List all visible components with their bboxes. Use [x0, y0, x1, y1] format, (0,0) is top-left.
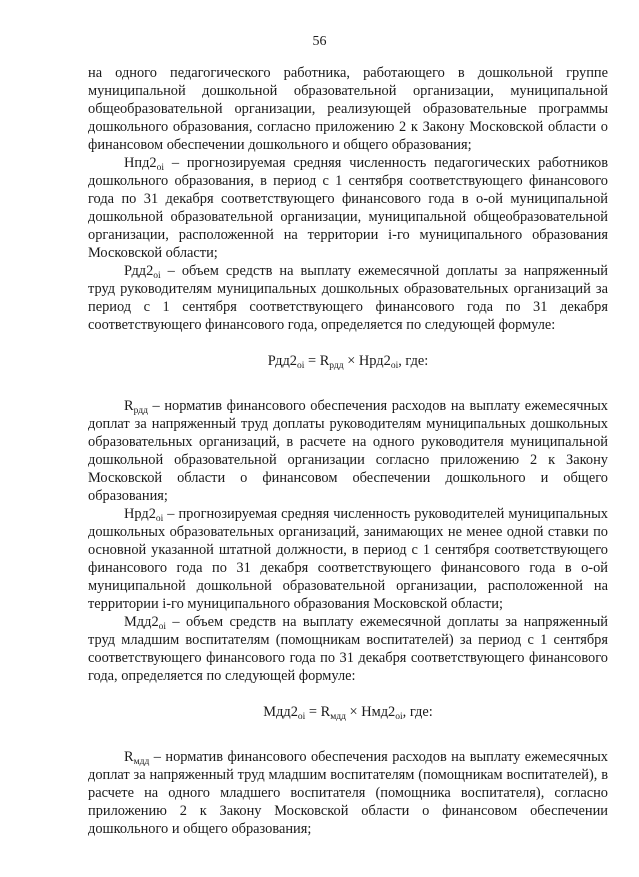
page-number: 56 — [312, 34, 327, 49]
term-rdd2: $Рдд2_{oi}$ — [124, 263, 161, 281]
paragraph-teacher-normative-continuation: на одного педагогического работника, работающего в дошкольной группе муниципальной дошкольной образовательной организации, муниципальной общеобразовательной организации, реализующей образовательные программы дошкольного образования, согласно приложению 2 к Закону Московской области о финансовом обеспечении дошкольного и общего образования; — [88, 65, 608, 153]
paragraph-r-rdd-definition: $R_{рдд}$ – норматив финансового обеспечения расходов на выплату ежемесячных доплат за напряженный труд доплаты руководителям муниципальных дошкольных образовательных организаций, в расчете на одного руководителя муниципальной дошкольной образовательной организации согласно приложению 2 к Закону Московской области о финансовом обеспечении дошкольного и общего образования; — [88, 398, 608, 504]
formula-rdd2: $Рдд2_{oi} = R_{рдд} \times Нрд2_{oi}$, где: — [267, 353, 429, 371]
paragraph-npd2-definition: $Нпд2_{oi}$ – прогнозируемая средняя численность педагогических работников дошкольного образования, в период с 1 сентября соответствующего финансового года по 31 декабря соответствующего финансового года в о-ой муниципальной дошкольной образовательной организации, муниципальной общеобразовательной организации, расположенной на территории i-го муниципального образования Московской области; — [88, 155, 608, 261]
term-r-rdd: $R_{рдд}$ — [124, 398, 148, 416]
term-r-mdd: $R_{мдд}$ — [124, 749, 150, 767]
paragraph-nrd2-definition: $Нрд2_{oi}$ – прогнозируемая средняя численность руководителей муниципальных дошкольных образовательных организаций, занимающих не менее одной ставки по основной указанной штатной должности, в период с 1 сентября соответствующего финансового года по 31 декабря соответствующего финансового года в о-ой муниципальной дошкольной образовательной организации, расположенной на территории i-го муниципального образования Московской области; — [88, 506, 608, 612]
paragraph-r-mdd-definition: $R_{мдд}$ – норматив финансового обеспечения расходов на выплату ежемесячных доплат за напряженный труд младшим воспитателям (помощникам воспитателей), в расчете на одного младшего воспитателя (помощника воспитателя), согласно приложению 2 к Закону Московской области о финансовом обеспечении дошкольного и общего образования; — [88, 749, 608, 837]
formula-mdd2: $Мдд2_{oi} = R_{мдд} \times Нмд2_{oi}$, где: — [263, 704, 433, 722]
term-mdd2: $Мдд2_{oi}$ — [124, 614, 167, 632]
term-nrd2: $Нрд2_{oi}$ — [124, 506, 164, 524]
term-npd2: $Нпд2_{oi}$ — [124, 155, 165, 173]
paragraph-rdd2-definition: $Рдд2_{oi}$ – объем средств на выплату ежемесячной доплаты за напряженный труд руководителям муниципальных дошкольных образовательных организаций за период с 1 сентября соответствующего финансового года по 31 декабря соответствующего финансового года, определяется по следующей формуле: — [88, 263, 608, 333]
paragraph-mdd2-definition: $Мдд2_{oi}$ – объем средств на выплату ежемесячной доплаты за напряженный труд младшим воспитателям (помощникам воспитателей) за период с 1 сентября соответствующего финансового года по 31 декабря соответствующего финансового года, определяется по следующей формуле: — [88, 614, 608, 684]
document-body — [88, 64, 608, 838]
